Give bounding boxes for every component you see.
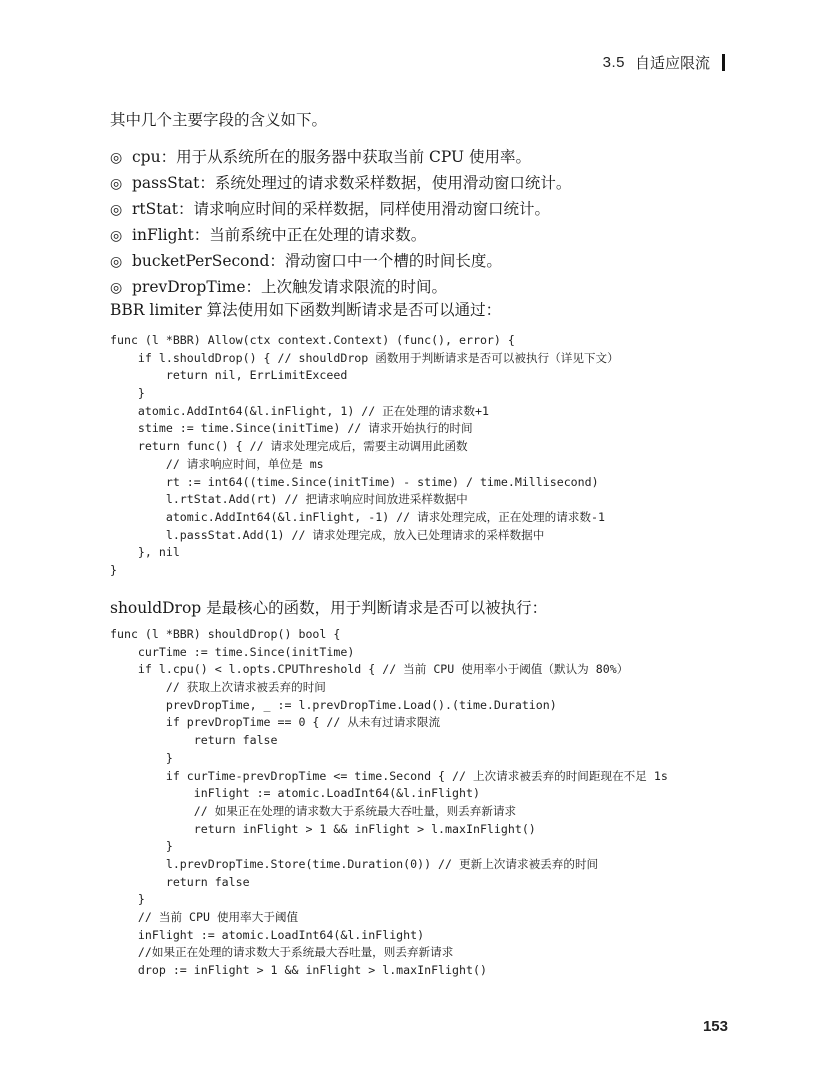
section-number: 3.5 — [602, 54, 625, 71]
code-line: l.rtStat.Add(rt) // 把请求响应时间放进采样数据中 — [110, 492, 468, 507]
bullet-icon: ◎ — [110, 202, 123, 218]
code-line: if curTime-prevDropTime <= time.Second { // 上次请求被丢弃的时间距现在不足 1s — [110, 768, 668, 783]
code-line: prevDropTime, _ := l.prevDropTime.Load().(time.Duration) — [110, 697, 557, 712]
bullet-icon: ◎ — [110, 228, 123, 244]
code-line: // 如果正在处理的请求数大于系统最大吞吐量，则丢弃新请求 — [110, 803, 517, 818]
code-line: func (l *BBR) Allow(ctx context.Context) (func(), error) { — [110, 333, 515, 347]
list-item — [110, 144, 571, 170]
code-line: if l.shouldDrop() { // shouldDrop 函数用于判断请求是否可以被执行（详见下文） — [110, 350, 619, 365]
code-line: stime := time.Since(initTime) // 请求开始执行的时间 — [110, 421, 473, 436]
field-text: bucketPerSecond：滑动窗口中一个槽的时间长度。 — [132, 252, 502, 270]
field-text: rtStat：请求响应时间的采样数据，同样使用滑动窗口统计。 — [132, 200, 550, 218]
field-list — [110, 144, 571, 300]
code-line: } — [110, 750, 173, 765]
code-line: inFlight := atomic.LoadInt64(&l.inFlight) — [110, 786, 480, 801]
code-line: atomic.AddInt64(&l.inFlight, -1) // 请求处理完成，正在处理的请求数-1 — [110, 509, 605, 524]
code-line: drop := inFlight > 1 && inFlight > l.maxInFlight() — [110, 963, 487, 978]
allow-intro-paragraph: BBR limiter 算法使用如下函数判断请求是否可以通过： — [110, 301, 502, 319]
field-text: passStat：系统处理过的请求数采样数据，使用滑动窗口统计。 — [132, 174, 572, 192]
field-text: inFlight：当前系统中正在处理的请求数。 — [132, 226, 427, 244]
field-text: prevDropTime：上次触发请求限流的时间。 — [132, 278, 448, 296]
code-line: return func() { // 请求处理完成后，需要主动调用此函数 — [110, 439, 468, 454]
code-line: l.prevDropTime.Store(time.Duration(0)) // 更新上次请求被丢弃的时间 — [110, 856, 599, 871]
code-line: return nil, ErrLimitExceed — [110, 368, 348, 383]
code-line: atomic.AddInt64(&l.inFlight, 1) // 正在处理的请求数+1 — [110, 403, 489, 418]
bullet-icon: ◎ — [110, 280, 123, 296]
section-title: 自适应限流 — [634, 55, 710, 72]
code-line: return false — [110, 733, 278, 748]
code-line: func (l *BBR) shouldDrop() bool { — [110, 627, 341, 641]
list-item — [110, 170, 571, 196]
code-block-shoulddrop — [110, 626, 668, 980]
code-line: inFlight := atomic.LoadInt64(&l.inFlight) — [110, 927, 425, 942]
code-line: } — [110, 562, 117, 577]
shoulddrop-intro-paragraph: shouldDrop 是最核心的函数，用于判断请求是否可以被执行： — [110, 599, 548, 617]
list-item — [110, 274, 571, 300]
code-line: if l.cpu() < l.opts.CPUThreshold { // 当前 CPU 使用率小于阈值（默认为 80%） — [110, 662, 629, 677]
code-line: }, nil — [110, 545, 180, 560]
code-line: // 获取上次请求被丢弃的时间 — [110, 680, 326, 695]
bullet-icon: ◎ — [110, 176, 123, 192]
page-number: 153 — [702, 1018, 728, 1035]
field-text: cpu：用于从系统所在的服务器中获取当前 CPU 使用率。 — [132, 148, 532, 166]
list-item — [110, 248, 571, 274]
list-item — [110, 196, 571, 222]
code-line: return false — [110, 874, 250, 889]
bullet-icon: ◎ — [110, 254, 123, 270]
code-line: } — [110, 892, 145, 907]
code-line: } — [110, 386, 145, 401]
code-line: //如果正在处理的请求数大于系统最大吞吐量，则丢弃新请求 — [110, 945, 454, 960]
code-block-allow — [110, 332, 619, 580]
code-line: return inFlight > 1 && inFlight > l.maxInFlight() — [110, 821, 536, 836]
code-line: } — [110, 839, 173, 854]
running-header — [603, 52, 725, 73]
code-line: if prevDropTime == 0 { // 从未有过请求限流 — [110, 715, 441, 730]
list-item — [110, 222, 571, 248]
code-line: curTime := time.Since(initTime) — [110, 644, 355, 659]
code-line: l.passStat.Add(1) // 请求处理完成，放入已处理请求的采样数据中 — [110, 527, 545, 542]
code-line: // 请求响应时间，单位是 ms — [110, 456, 324, 471]
header-bar — [722, 54, 725, 71]
code-line: rt := int64((time.Since(initTime) - stime) / time.Millisecond) — [110, 474, 599, 489]
bullet-icon: ◎ — [110, 150, 123, 166]
code-line: // 当前 CPU 使用率大于阈值 — [110, 910, 299, 924]
intro-paragraph: 其中几个主要字段的含义如下。 — [110, 111, 328, 129]
